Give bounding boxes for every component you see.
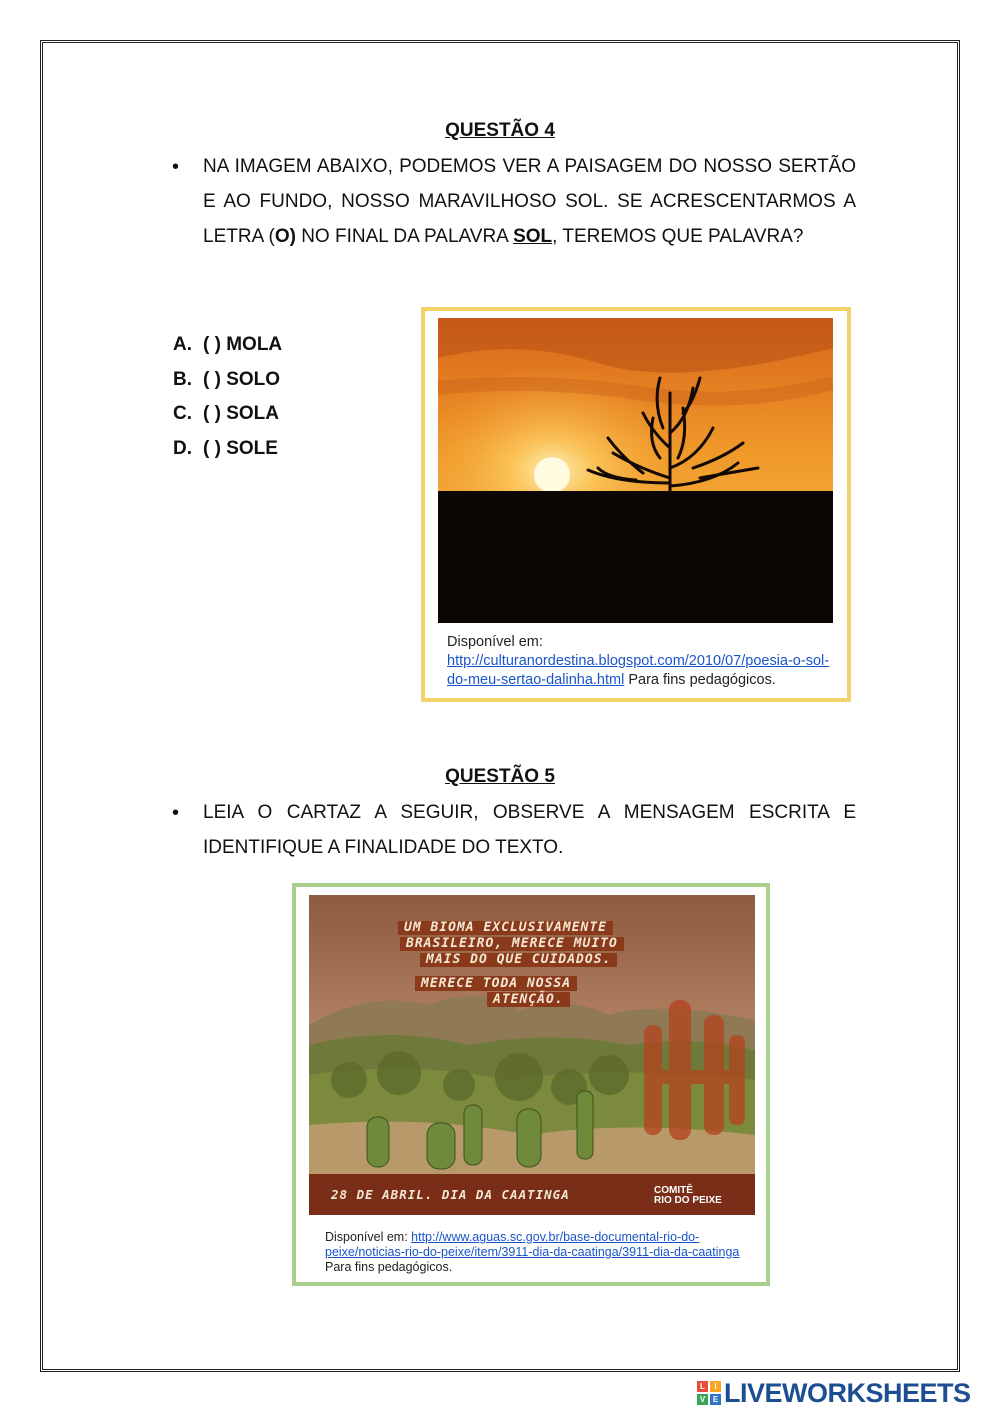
committee-logo xyxy=(654,1186,722,1206)
option-a[interactable] xyxy=(173,328,282,363)
poster-image-caption xyxy=(325,1230,755,1275)
caption-suffix: Para fins pedagógicos. xyxy=(624,672,776,688)
poster-image-frame xyxy=(292,883,770,1286)
bullet-icon: • xyxy=(172,156,180,178)
source-link[interactable]: http://culturanordestina.blogspot.com/2010/07/poesia-o-sol-do-meu-sertao-dalinha.html xyxy=(447,653,830,688)
sunset-image-caption xyxy=(447,633,837,690)
option-letter: C. xyxy=(173,403,192,425)
caption-suffix: Para fins pedagógicos. xyxy=(325,1260,453,1274)
question-4-letter: O) xyxy=(274,226,296,247)
option-text: ( ) MOLA xyxy=(203,334,283,355)
poster-text-line: ATENÇÃO. xyxy=(487,992,570,1007)
bullet-icon: • xyxy=(172,802,180,824)
question-4-text-part: NA IMAGEM ABAIXO, PODEMOS VER A PAISAGEM DO NOSSO SERTÃO E AO FUNDO, NOSSO MARAVILHOSO SOL. SE ACRESCENTARMOS A LETRA ( xyxy=(203,156,856,247)
sunset-image-frame xyxy=(421,307,851,702)
logo-grid-cell: I xyxy=(710,1381,721,1392)
option-text: ( ) SOLA xyxy=(203,403,279,425)
question-4-text-part: , TEREMOS QUE PALAVRA? xyxy=(552,226,804,247)
poster-text-line: MAIS DO QUE CUIDADOS. xyxy=(420,953,617,967)
logo-grid-cell: E xyxy=(710,1394,721,1405)
option-letter: A. xyxy=(173,334,192,355)
logo-line: RIO DO PEIXE xyxy=(654,1195,722,1206)
caption-prefix: Disponível em: xyxy=(325,1230,412,1244)
question-5-text: LEIA O CARTAZ A SEGUIR, OBSERVE A MENSAGEM ESCRITA E IDENTIFIQUE A FINALIDADE DO TEXTO. xyxy=(203,802,856,858)
sunset-illustration xyxy=(438,318,833,623)
poster-footer-text: 28 DE ABRIL. DIA DA CAATINGA xyxy=(331,1187,570,1202)
poster-text-line: MERECE TODA NOSSA xyxy=(415,976,577,991)
option-b[interactable] xyxy=(173,363,282,398)
liveworksheets-logo[interactable] xyxy=(697,1378,971,1408)
question-4-text xyxy=(203,149,856,254)
question-4-word: SOL xyxy=(513,226,553,247)
poster-text-line: UM BIOMA EXCLUSIVAMENTE xyxy=(398,921,613,935)
sunset-photo xyxy=(438,318,833,623)
logo-grid-icon xyxy=(697,1381,721,1405)
poster-footer xyxy=(309,1174,755,1215)
option-text: ( ) SOLO xyxy=(203,368,281,390)
answer-options xyxy=(173,328,282,467)
caption-prefix: Disponível em: xyxy=(447,634,543,650)
option-letter: D. xyxy=(173,438,192,460)
option-letter: B. xyxy=(173,368,192,390)
question-4-title: QUESTÃO 4 xyxy=(445,120,555,141)
logo-grid-cell: V xyxy=(697,1394,708,1405)
logo-grid-cell: L xyxy=(697,1381,708,1392)
option-text: ( ) SOLE xyxy=(203,438,278,460)
brand-name: LIVEWORKSHEETS xyxy=(724,1377,971,1408)
option-c[interactable] xyxy=(173,397,282,432)
source-link[interactable]: http://www.aguas.sc.gov.br/base-documental-rio-do-peixe/noticias-rio-do-peixe/item/3911-dia-da-caatinga/3911-dia-da-caatinga xyxy=(325,1230,740,1259)
logo-line: COMITÊ xyxy=(654,1185,693,1196)
option-d[interactable] xyxy=(173,432,282,467)
caatinga-poster xyxy=(309,895,755,1215)
poster-text-line: BRASILEIRO, MERECE MUITO xyxy=(400,937,624,951)
question-4-text-part: NO FINAL DA PALAVRA xyxy=(295,226,514,247)
question-5-title: QUESTÃO 5 xyxy=(445,766,555,787)
